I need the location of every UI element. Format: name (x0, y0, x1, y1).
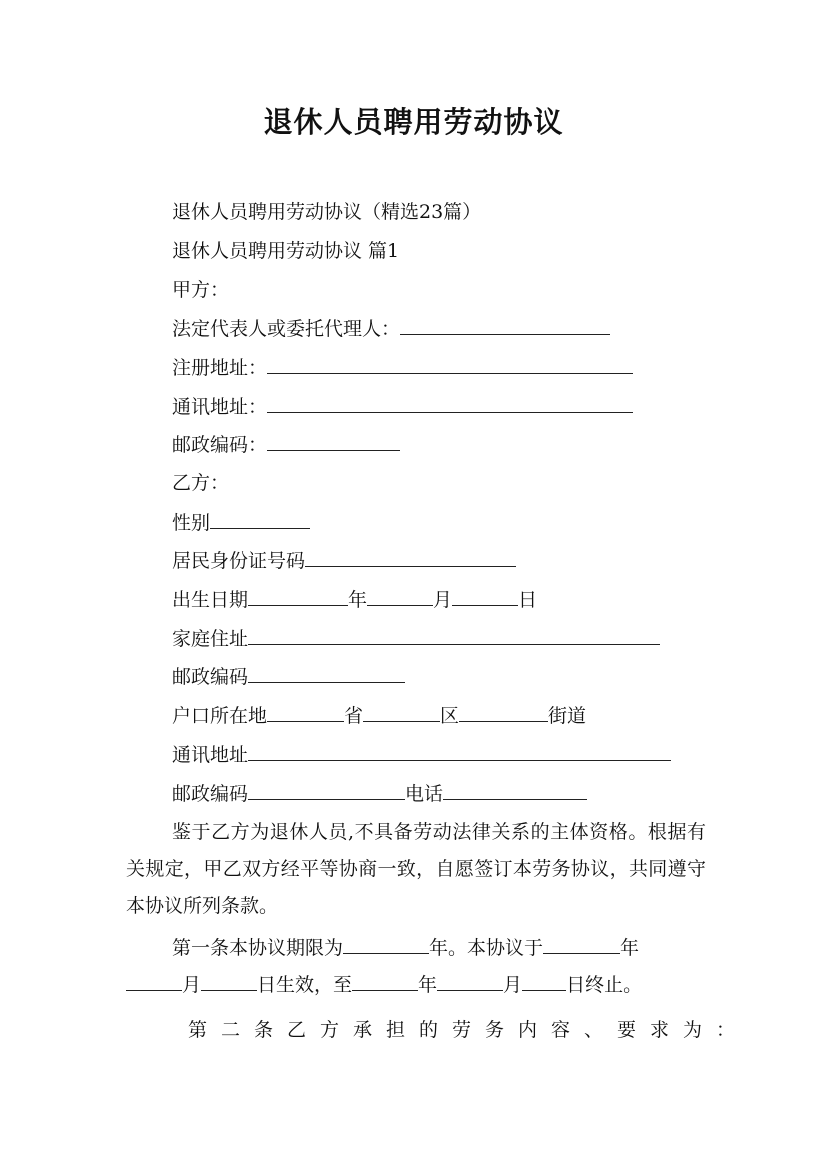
gender-label: 性别 (172, 512, 211, 534)
month-label: 月 (433, 589, 453, 611)
postcode-blank[interactable] (267, 432, 400, 451)
article-1-paragraph (126, 930, 706, 1004)
birth-year-blank[interactable] (248, 587, 348, 606)
id-label: 居民身份证号码 (172, 550, 306, 572)
phone-label: 电话 (405, 783, 444, 805)
term-years-blank[interactable] (343, 935, 429, 954)
art1-text-d: 月 (182, 974, 202, 996)
birth-month-blank[interactable] (367, 587, 433, 606)
end-year-blank[interactable] (352, 972, 418, 991)
birth-field (172, 587, 537, 612)
art1-text-f: 年 (418, 974, 438, 996)
contact-field (172, 781, 587, 806)
home-addr-blank[interactable] (248, 626, 660, 645)
district-label: 区 (440, 705, 460, 727)
gender-blank[interactable] (210, 510, 310, 529)
art1-text-g: 月 (503, 974, 523, 996)
art1-text-a: 第一条本协议期限为 (172, 937, 344, 959)
end-month-blank[interactable] (437, 972, 503, 991)
postcode-field (172, 432, 400, 457)
start-day-blank[interactable] (201, 972, 257, 991)
legal-rep-blank[interactable] (400, 316, 610, 335)
reg-addr-label: 注册地址： (172, 357, 268, 379)
end-day-blank[interactable] (522, 972, 566, 991)
mail-addr-label: 通讯地址： (172, 396, 268, 418)
province-label: 省 (344, 705, 364, 727)
mail-addr2-field (172, 742, 671, 767)
province-blank[interactable] (267, 703, 344, 722)
article-2-heading: 第二条乙方承担的劳务内容、要求为： (188, 1019, 750, 1041)
section-heading: 退休人员聘用劳动协议 篇1 (172, 240, 400, 262)
preamble-paragraph: 鉴于乙方为退休人员,不具备劳动法律关系的主体资格。根据有关规定，甲乙双方经平等协商一致，自愿签订本劳务协议，共同遵守本协议所列条款。 (126, 821, 706, 917)
home-addr-label: 家庭住址 (172, 628, 249, 650)
postcode-label: 邮政编码： (172, 434, 268, 456)
day-label: 日 (518, 589, 538, 611)
legal-rep-field (172, 316, 610, 341)
phone-blank[interactable] (443, 781, 587, 800)
district-blank[interactable] (363, 703, 440, 722)
art1-text-b: 年。本协议于 (429, 937, 544, 959)
mail-addr2-label: 通讯地址 (172, 744, 249, 766)
reg-addr-blank[interactable] (267, 355, 633, 374)
art1-text-e: 日生效，至 (257, 974, 353, 996)
birth-day-blank[interactable] (452, 587, 518, 606)
start-month-blank[interactable] (126, 972, 182, 991)
year-label: 年 (348, 589, 368, 611)
home-addr-field (172, 626, 660, 651)
id-field (172, 548, 516, 573)
mail-addr-field (172, 394, 633, 419)
postcode3-blank[interactable] (248, 781, 405, 800)
mail-addr-blank[interactable] (267, 394, 633, 413)
mail-addr2-blank[interactable] (248, 742, 671, 761)
hukou-field (172, 703, 586, 728)
art1-text-h: 日终止。 (566, 974, 643, 996)
reg-addr-field (172, 355, 633, 380)
legal-rep-label: 法定代表人或委托代理人： (172, 318, 401, 340)
hukou-label: 户口所在地 (172, 705, 268, 727)
postcode2-label: 邮政编码 (172, 666, 249, 688)
postcode2-blank[interactable] (248, 664, 405, 683)
birth-label: 出生日期 (172, 589, 249, 611)
document-title: 退休人员聘用劳动协议 (263, 105, 564, 139)
party-a-label: 甲方： (172, 279, 230, 301)
postcode2-field (172, 664, 405, 689)
start-year-blank[interactable] (543, 935, 620, 954)
id-blank[interactable] (305, 548, 516, 567)
gender-field (172, 510, 310, 535)
postcode3-label: 邮政编码 (172, 783, 249, 805)
art1-text-c: 年 (620, 937, 640, 959)
street-blank[interactable] (459, 703, 548, 722)
street-label: 街道 (548, 705, 587, 727)
document-subtitle: 退休人员聘用劳动协议（精选23篇） (172, 201, 482, 223)
party-b-label: 乙方： (172, 472, 230, 494)
